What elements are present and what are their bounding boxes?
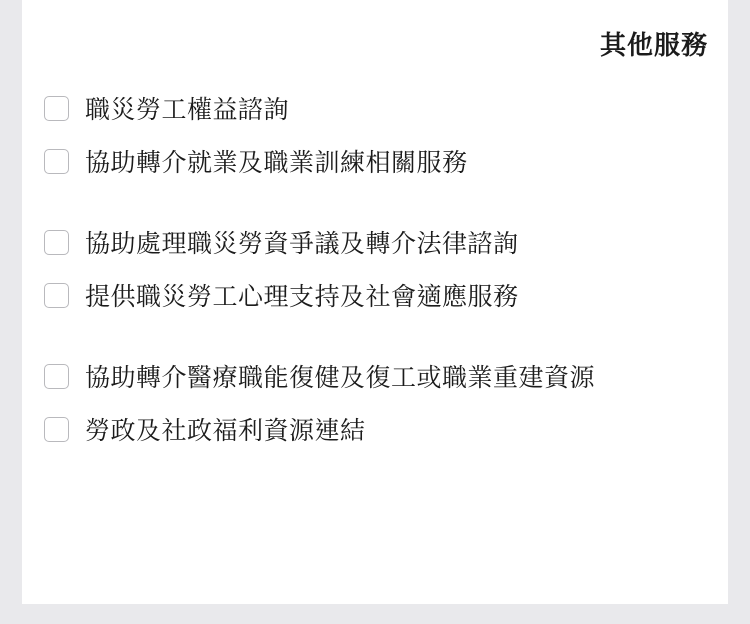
option-group bbox=[22, 84, 728, 190]
checkbox-list bbox=[22, 84, 728, 458]
list-item-label: 協助轉介就業及職業訓練相關服務 bbox=[85, 149, 468, 177]
list-item-label: 協助處理職災勞資爭議及轉介法律諮詢 bbox=[85, 230, 519, 258]
page-right-margin bbox=[728, 0, 750, 624]
list-item[interactable] bbox=[22, 405, 728, 458]
list-item-label: 職災勞工權益諮詢 bbox=[85, 96, 290, 124]
list-item-label: 協助轉介醫療職能復健及復工或職業重建資源 bbox=[85, 364, 596, 392]
list-item[interactable] bbox=[22, 271, 728, 324]
list-item[interactable] bbox=[22, 352, 728, 405]
checkbox-icon[interactable] bbox=[44, 417, 69, 442]
page-title: 其他服務 bbox=[599, 30, 708, 60]
list-item-label: 勞政及社政福利資源連結 bbox=[85, 417, 366, 445]
list-item[interactable] bbox=[22, 218, 728, 271]
page-bottom-margin bbox=[0, 604, 750, 624]
list-item[interactable] bbox=[22, 137, 728, 190]
checkbox-icon[interactable] bbox=[44, 283, 69, 308]
form-card bbox=[22, 0, 728, 604]
option-group bbox=[22, 218, 728, 324]
checkbox-icon[interactable] bbox=[44, 96, 69, 121]
list-item-label: 提供職災勞工心理支持及社會適應服務 bbox=[85, 283, 519, 311]
list-item[interactable] bbox=[22, 84, 728, 137]
checkbox-icon[interactable] bbox=[44, 230, 69, 255]
checkbox-icon[interactable] bbox=[44, 149, 69, 174]
checkbox-icon[interactable] bbox=[44, 364, 69, 389]
option-group bbox=[22, 352, 728, 458]
page-left-margin bbox=[0, 0, 22, 624]
